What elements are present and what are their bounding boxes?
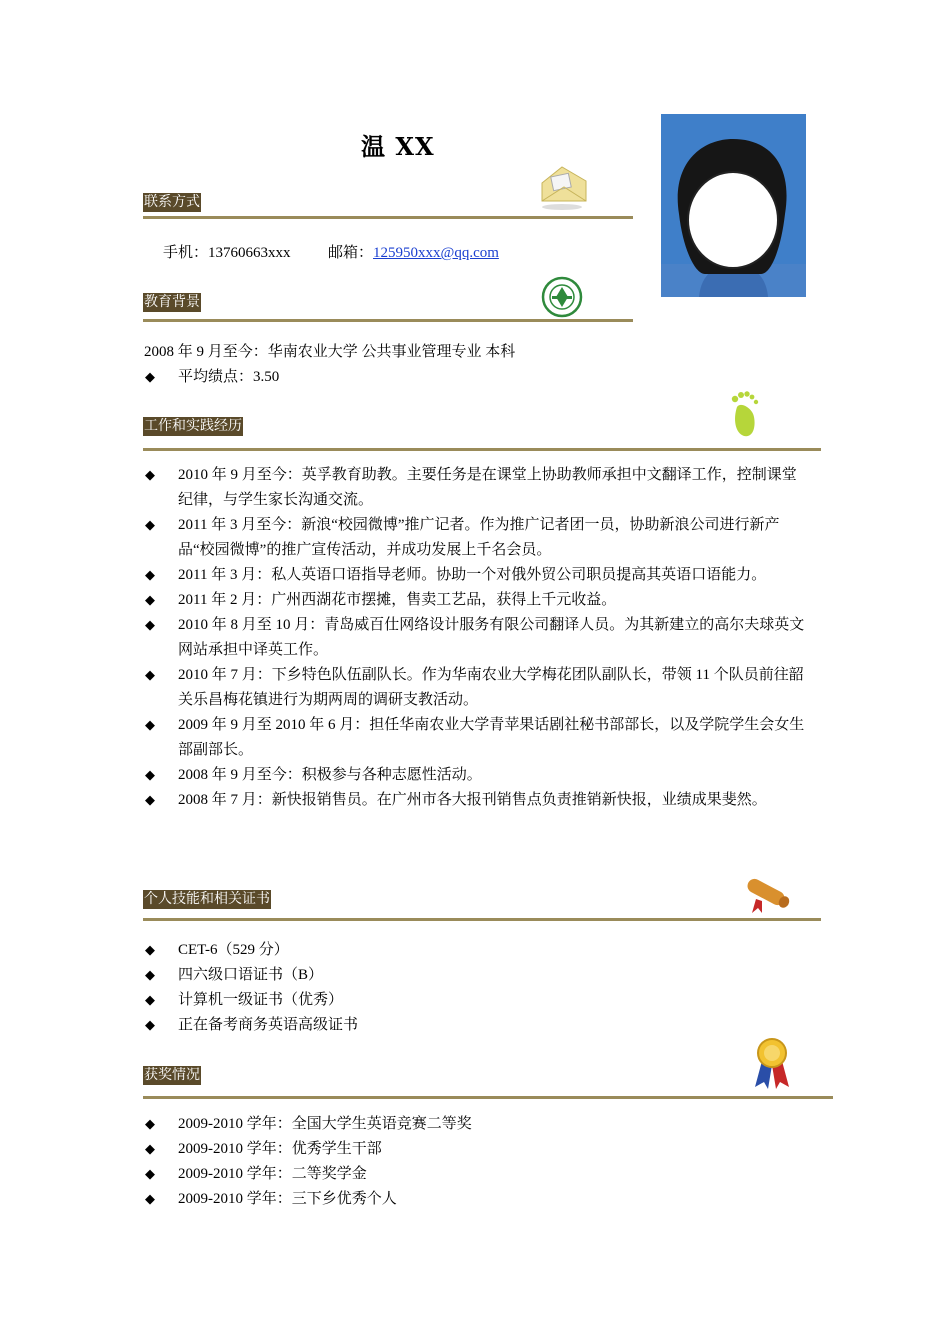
education-line: 2008 年 9 月至今：华南农业大学 公共事业管理专业 本科 [144,344,516,360]
medal-icon [752,1037,792,1091]
bullet-icon: ◆ [145,518,155,533]
list-item-text: 2009-2010 学年：二等奖学金 [178,1166,367,1182]
list-item [145,938,805,963]
list-item-text: 2008 年 9 月至今：积极参与各种志愿性活动。 [178,767,482,783]
bullet-icon: ◆ [145,370,155,385]
list-item-text: 2011 年 3 月至今：新浪“校园微博”推广记者。作为推广记者团一员，协助新浪公司进行新产品“校园微博”的推广宣传活动，并成功发展上千名会员。 [178,517,780,558]
phone-label: 手机： [163,245,209,261]
bullet-icon: ◆ [145,768,155,783]
list-item-text: 2011 年 3 月：私人英语口语指导老师。协助一个对俄外贸公司职员提高其英语口语能力。 [178,567,767,583]
list-item-text: 2009-2010 学年：全国大学生英语竞赛二等奖 [178,1116,472,1132]
bullet-icon: ◆ [145,1117,155,1132]
list-item-text: 2009-2010 学年：三下乡优秀个人 [178,1191,397,1207]
list-item [145,788,805,813]
section-rule [143,918,821,921]
bullet-icon: ◆ [145,568,155,583]
list-item [145,663,805,713]
section-rule [143,319,633,322]
footprint-icon [727,389,761,439]
awards-list [145,1112,805,1212]
bullet-icon: ◆ [145,968,155,983]
list-item [145,588,805,613]
phone-number: 13760663xxx [208,245,291,261]
skills-list [145,938,805,1038]
bullet-icon: ◆ [145,993,155,1008]
list-item-text: 计算机一级证书（优秀） [178,992,344,1008]
list-item-text: 2009-2010 学年：优秀学生干部 [178,1141,382,1157]
resume-name: 温 XX [361,132,435,161]
list-item-text: 正在备考商务英语高级证书 [178,1017,359,1033]
section-title-awards: 获奖情况 [144,1067,200,1083]
gpa-text: 平均绩点：3.50 [178,369,280,385]
university-seal-icon [541,276,583,318]
list-item [145,463,805,513]
bullet-icon: ◆ [145,468,155,483]
list-item-text: 2010 年 9 月至今：英孚教育助教。主要任务是在课堂上协助教师承担中文翻译工作，控制课堂纪律，与学生家长沟通交流。 [178,467,797,508]
section-rule [143,1096,833,1099]
bullet-icon: ◆ [145,793,155,808]
list-item [145,1013,805,1038]
list-item [145,763,805,788]
bullet-icon: ◆ [145,718,155,733]
list-item-text: 2008 年 7 月：新快报销售员。在广州市各大报刊销售点负责推销新快报，业绩成果斐然。 [178,792,767,808]
email-label: 邮箱： [328,245,374,261]
envelope-icon [538,163,590,211]
email-link[interactable]: 125950xxx@qq.com [373,245,499,261]
section-title-education: 教育背景 [144,294,200,310]
list-item [145,613,805,663]
section-rule [143,448,821,451]
list-item-text: 2010 年 7 月：下乡特色队伍副队长。作为华南农业大学梅花团队副队长，带领 11 个队员前往韶关乐昌梅花镇进行为期两周的调研支教活动。 [178,667,804,708]
bullet-icon: ◆ [145,1192,155,1207]
list-item-text: 2011 年 2 月：广州西湖花市摆摊，售卖工艺品，获得上千元收益。 [178,592,617,608]
bullet-icon: ◆ [145,618,155,633]
section-title-contact: 联系方式 [144,194,200,210]
list-item [145,563,805,588]
list-item [145,1187,805,1212]
list-item [145,713,805,763]
list-item [145,513,805,563]
list-item-text: 2010 年 8 月至 10 月：青岛威百仕网络设计服务有限公司翻译人员。为其新建立的高尔夫球英文网站承担中译英工作。 [178,617,805,658]
list-item [145,1162,805,1187]
bullet-icon: ◆ [145,943,155,958]
bullet-icon: ◆ [145,1018,155,1033]
section-rule [143,216,633,219]
list-item-text: 四六级口语证书（B） [178,967,324,983]
bullet-icon: ◆ [145,1167,155,1182]
list-item [145,988,805,1013]
section-title-work: 工作和实践经历 [144,418,242,434]
gpa-line [145,367,279,388]
diploma-scroll-icon [740,873,792,915]
section-title-skills: 个人技能和相关证书 [144,891,270,907]
bullet-icon: ◆ [145,593,155,608]
list-item-text: CET-6（529 分） [178,942,289,958]
bullet-icon: ◆ [145,668,155,683]
list-item-text: 2009 年 9 月至 2010 年 6 月：担任华南农业大学青苹果话剧社秘书部部长，以及学院学生会女生部副部长。 [178,717,805,758]
work-list [145,463,805,813]
contact-line [163,243,499,263]
list-item [145,963,805,988]
bullet-icon: ◆ [145,1142,155,1157]
list-item [145,1112,805,1137]
list-item [145,1137,805,1162]
profile-photo [661,114,806,297]
